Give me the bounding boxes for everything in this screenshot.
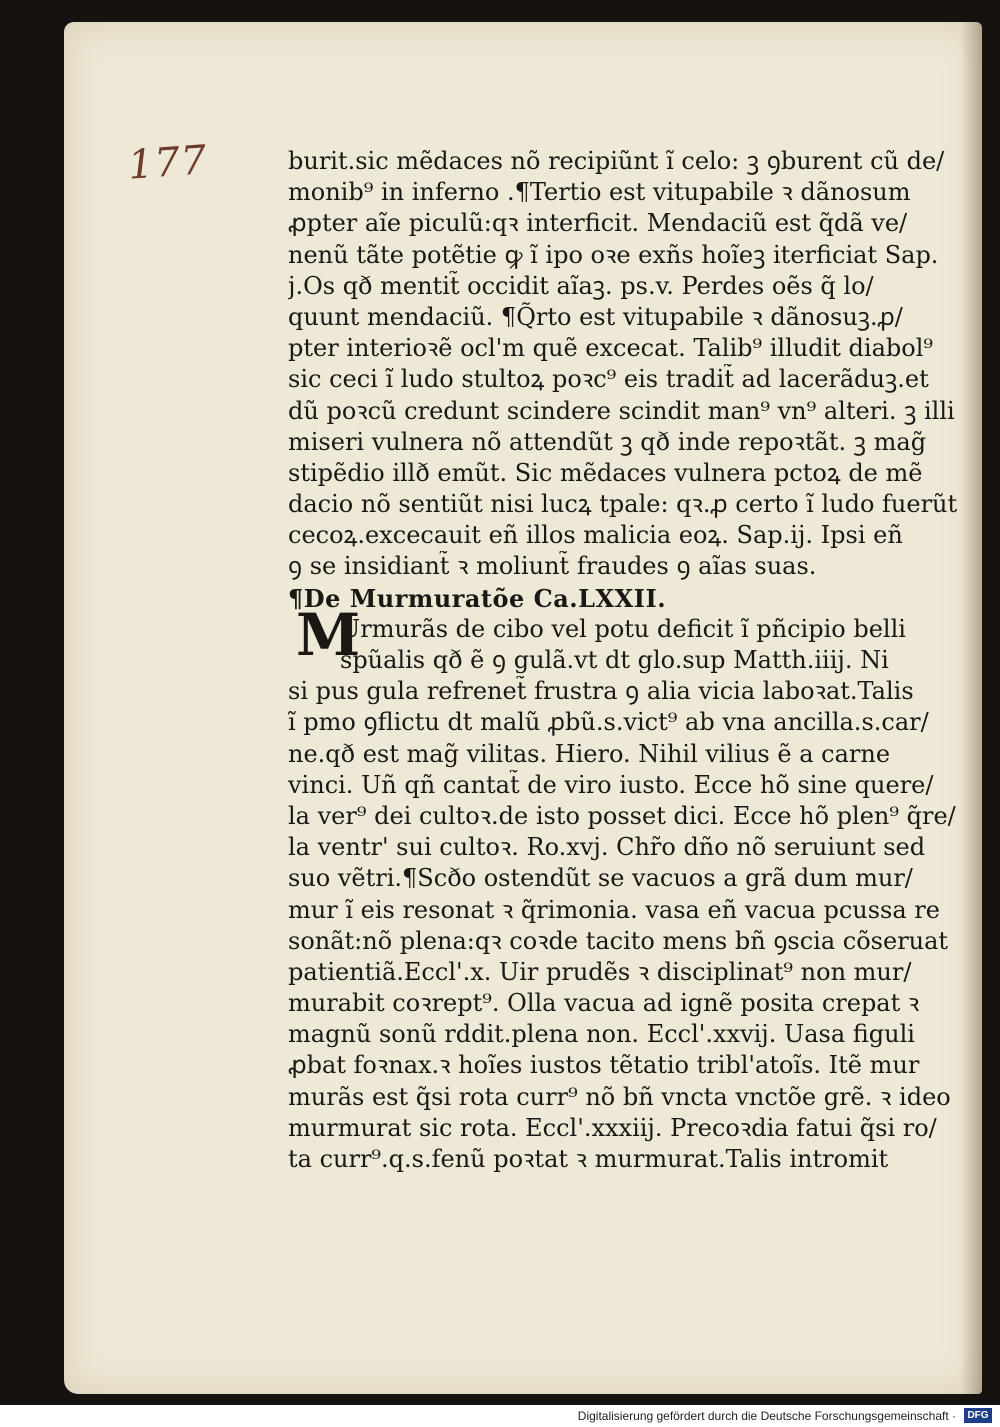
text-line: Urmurãs de cibo vel potu deficit ĩ pñcipio belli (340, 614, 906, 643)
text-line: si pus gula refrenet̃ frustra ꝯ alia vicia laboꝛat.Talis (288, 677, 914, 706)
text-line: quunt mendaciũ. ¶Q̃rto est vitupabile ꝛ dãnosuꝫ.ꝓ/ (288, 302, 903, 331)
text-line: ta curr⁹.q.s.fenũ poꝛtat ꝛ murmurat.Talis intromit (288, 1145, 889, 1173)
text-line: ne.qð est mag̃ vilitas. Hiero. Nihil vilius ẽ a carne (288, 739, 891, 768)
text-line: pter interioꝛẽ ocl'm quẽ excecat. Talib⁹ illudit diabol⁹ (288, 334, 934, 363)
chapter-heading: ¶De Murmuratõe Ca.LXXII. (288, 583, 667, 613)
text-line: j.Os qð mentit̃ occidit aĩaꝫ. ps.v. Perdes oẽs q̃ lo/ (288, 271, 874, 300)
text-line: dacio nõ sentiũt nisi lucꝝ tpale: qꝛ.ꝓ certo ĩ ludo fuerũt (288, 490, 958, 519)
text-line: ꝓpter aĩe piculũ:qꝛ interficit. Mendaciũ est q̃dã ve/ (288, 209, 908, 238)
text-line: monib⁹ in inferno .¶Tertio est vitupabile ꝛ dãnosum (288, 178, 911, 207)
text-line: murmurat sic rota. Eccl'.xxxiij. Precoꝛdia fatui q̃si ro/ (288, 1113, 937, 1142)
text-line: dũ poꝛcũ credunt scindere scindit man⁹ vn⁹ alteri. ꝫ illi (288, 396, 955, 425)
text-line: sic ceci ĩ ludo stultoꝝ poꝛc⁹ eis tradit̃ ad lacerãduꝫ.et (288, 365, 929, 394)
text-line: nenũ tãte potẽtie ꝙ ĩ ipo oꝛe exñs hoĩeꝫ iterficiat Sap. (288, 240, 939, 269)
text-line: murãs est q̃si rota curr⁹ nõ bñ vncta vnctõe grẽ. ꝛ ideo (288, 1082, 951, 1111)
text-line: sonãt:nõ plena:qꝛ coꝛde tacito mens bñ ꝯscia cõseruat (288, 926, 949, 955)
text-line: ĩ pmo ꝯflictu dt malũ ꝓbũ.s.vict⁹ ab vna ancilla.s.car/ (288, 708, 929, 737)
text-line: patientiã.Eccl'.x. Uir prudẽs ꝛ disciplinat⁹ non mur/ (288, 957, 912, 986)
text-line: vinci. Uñ qñ cantat̃ de viro iusto. Ecce hõ sine quere/ (288, 770, 934, 799)
text-line: spũalis qð ẽ ꝯ gulã.vt dt glo.sup Matth.iiij. Ni (340, 646, 889, 674)
text-line: stipẽdio illð emũt. Sic mẽdaces vulnera pctoꝝ de mẽ (288, 458, 923, 487)
text-line: miseri vulnera nõ attendũt ꝫ qð inde repoꝛtãt. ꝫ mag̃ (288, 427, 927, 456)
text-line: magnũ sonũ rddit.plena non. Eccl'.xxvij. Uasa figuli (288, 1020, 915, 1049)
folio-number: 177 (126, 137, 209, 189)
text-line: murabit coꝛrept⁹. Olla vacua ad ignẽ posita crepat ꝛ (288, 989, 920, 1018)
text-line: cecoꝝ.excecauit eñ illos malicia eoꝝ. Sap.ij. Ipsi eñ (288, 521, 903, 550)
digitization-footer (0, 1405, 1000, 1427)
text-line: la ventr' sui cultoꝛ. Ro.xvj. Chr̃o dño nõ seruiunt sed (288, 833, 926, 862)
text-line: mur ĩ eis resonat ꝛ q̃rimonia. vasa eñ vacua pcussa re (288, 895, 940, 924)
text-line: ꝯ se insidiant̃ ꝛ moliunt̃ fraudes ꝯ aĩas suas. (288, 552, 817, 581)
footer-credit-text: Digitalisierung gefördert durch die Deutsche Forschungsgemeinschaft · (577, 1409, 956, 1423)
drop-initial: M (296, 601, 361, 669)
text-line: la ver⁹ dei cultoꝛ.de isto posset dici. Ecce hõ plen⁹ q̃re/ (288, 801, 956, 830)
text-line: suo vẽtri.¶Scðo ostendũt se vacuos a grã dum mur/ (288, 864, 913, 893)
text-line: burit.sic mẽdaces nõ recipiũnt ĩ celo: ꝫ ꝯburent cũ de/ (288, 147, 945, 175)
text-block (288, 146, 968, 1175)
dfg-logo: DFG (964, 1408, 992, 1423)
text-line: ꝓbat foꝛnax.ꝛ hoĩes iustos tẽtatio tribl'atoĩs. Itẽ mur (288, 1051, 920, 1080)
